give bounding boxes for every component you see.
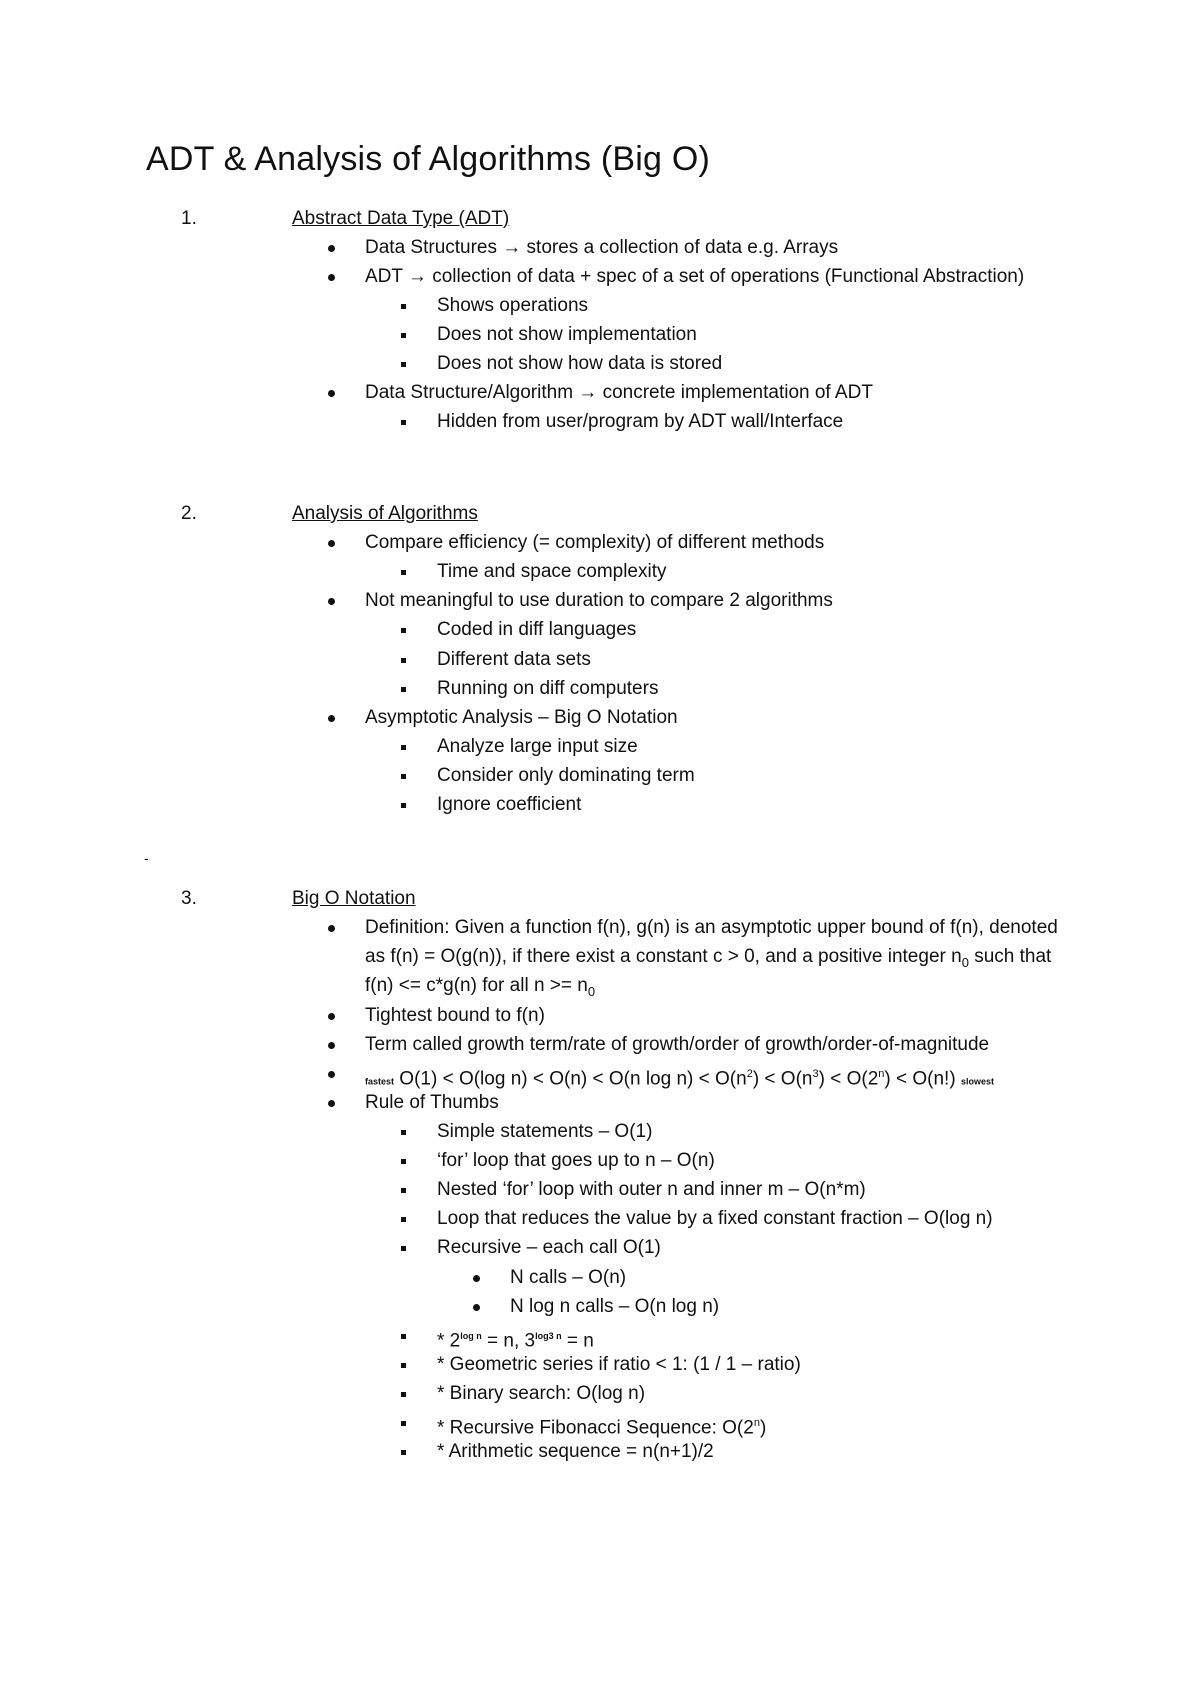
list-item: Tightest bound to f(n) bbox=[365, 1005, 545, 1026]
list-item: Recursive – each call O(1) bbox=[437, 1237, 661, 1258]
stray-dash: - bbox=[144, 850, 149, 866]
list-item: * Geometric series if ratio < 1: (1 / 1 – ratio) bbox=[437, 1354, 801, 1375]
list-item: Consider only dominating term bbox=[437, 765, 695, 786]
list-item: Running on diff computers bbox=[437, 678, 659, 699]
list-item: N calls – O(n) bbox=[510, 1267, 627, 1288]
list-item: Simple statements – O(1) bbox=[437, 1121, 653, 1142]
list-item: Data Structures → stores a collection of data e.g. Arrays bbox=[365, 237, 839, 258]
list-item: * Binary search: O(log n) bbox=[437, 1383, 646, 1404]
list-item: Time and space complexity bbox=[437, 561, 667, 582]
section-number: 1. bbox=[181, 208, 197, 229]
list-item: Compare efficiency (= complexity) of different methods bbox=[365, 532, 825, 553]
section-heading-big-o: Big O Notation bbox=[292, 888, 416, 909]
growth-order-line: fastest O(1) < O(log n) < O(n) < O(n $\log n) < O(n^2) < O(n^3) < O(2^n) < O(n!)$ slowest bbox=[365, 1062, 994, 1093]
definition-line: as f(n) = O(g(n)), if there exist a constant c > 0, and a positive integer $n_0$ such that bbox=[365, 946, 1052, 970]
list-item: Ignore coefficient bbox=[437, 794, 582, 815]
list-item: ADT → collection of data + spec of a set of operations (Functional Abstraction) bbox=[365, 266, 1025, 287]
list-item: Rule of Thumbs bbox=[365, 1092, 499, 1113]
fibonacci-line: * Recursive Fibonacci Sequence: O(2$^n$) bbox=[437, 1411, 766, 1440]
log-identity-line: * $2^{log n} = n$, $3^{log3 n} = n$ bbox=[437, 1324, 594, 1353]
list-item: Shows operations bbox=[437, 295, 589, 316]
list-item: Data Structure/Algorithm → concrete implementation of ADT bbox=[365, 382, 873, 403]
list-item: Hidden from user/program by ADT wall/Interface bbox=[437, 411, 844, 432]
section-number: 2. bbox=[181, 503, 197, 524]
list-item: Not meaningful to use duration to compare 2 algorithms bbox=[365, 590, 833, 611]
list-item: Analyze large input size bbox=[437, 736, 638, 757]
list-item: ‘for’ loop that goes up to n – O(n) bbox=[437, 1150, 715, 1171]
list-item: Does not show how data is stored bbox=[437, 353, 723, 374]
list-item: Different data sets bbox=[437, 649, 591, 670]
list-item: N log n calls – O(n log n) bbox=[510, 1296, 720, 1317]
list-item: Term called growth term/rate of growth/order of growth/order-of-magnitude bbox=[365, 1034, 990, 1055]
section-number: 3. bbox=[181, 888, 197, 909]
list-item: Asymptotic Analysis – Big O Notation bbox=[365, 707, 678, 728]
list-item: Nested ‘for’ loop with outer n and inner m – O(n*m) bbox=[437, 1179, 866, 1200]
list-item: Loop that reduces the value by a fixed constant fraction – O(log n) bbox=[437, 1208, 993, 1229]
definition-line: Definition: Given a function f(n), g(n) is an asymptotic upper bound of f(n), denoted bbox=[365, 917, 1058, 938]
definition-line: f(n) <= c*g(n) for all $n >= n_0$ bbox=[365, 975, 596, 999]
section-heading-analysis: Analysis of Algorithms bbox=[292, 503, 478, 524]
list-item: Does not show implementation bbox=[437, 324, 697, 345]
section-heading-adt: Abstract Data Type (ADT) bbox=[292, 208, 510, 229]
page-title: ADT & Analysis of Algorithms (Big O) bbox=[146, 140, 710, 178]
list-item: * Arithmetic sequence = n(n+1)/2 bbox=[437, 1441, 714, 1462]
list-item: Coded in diff languages bbox=[437, 619, 637, 640]
